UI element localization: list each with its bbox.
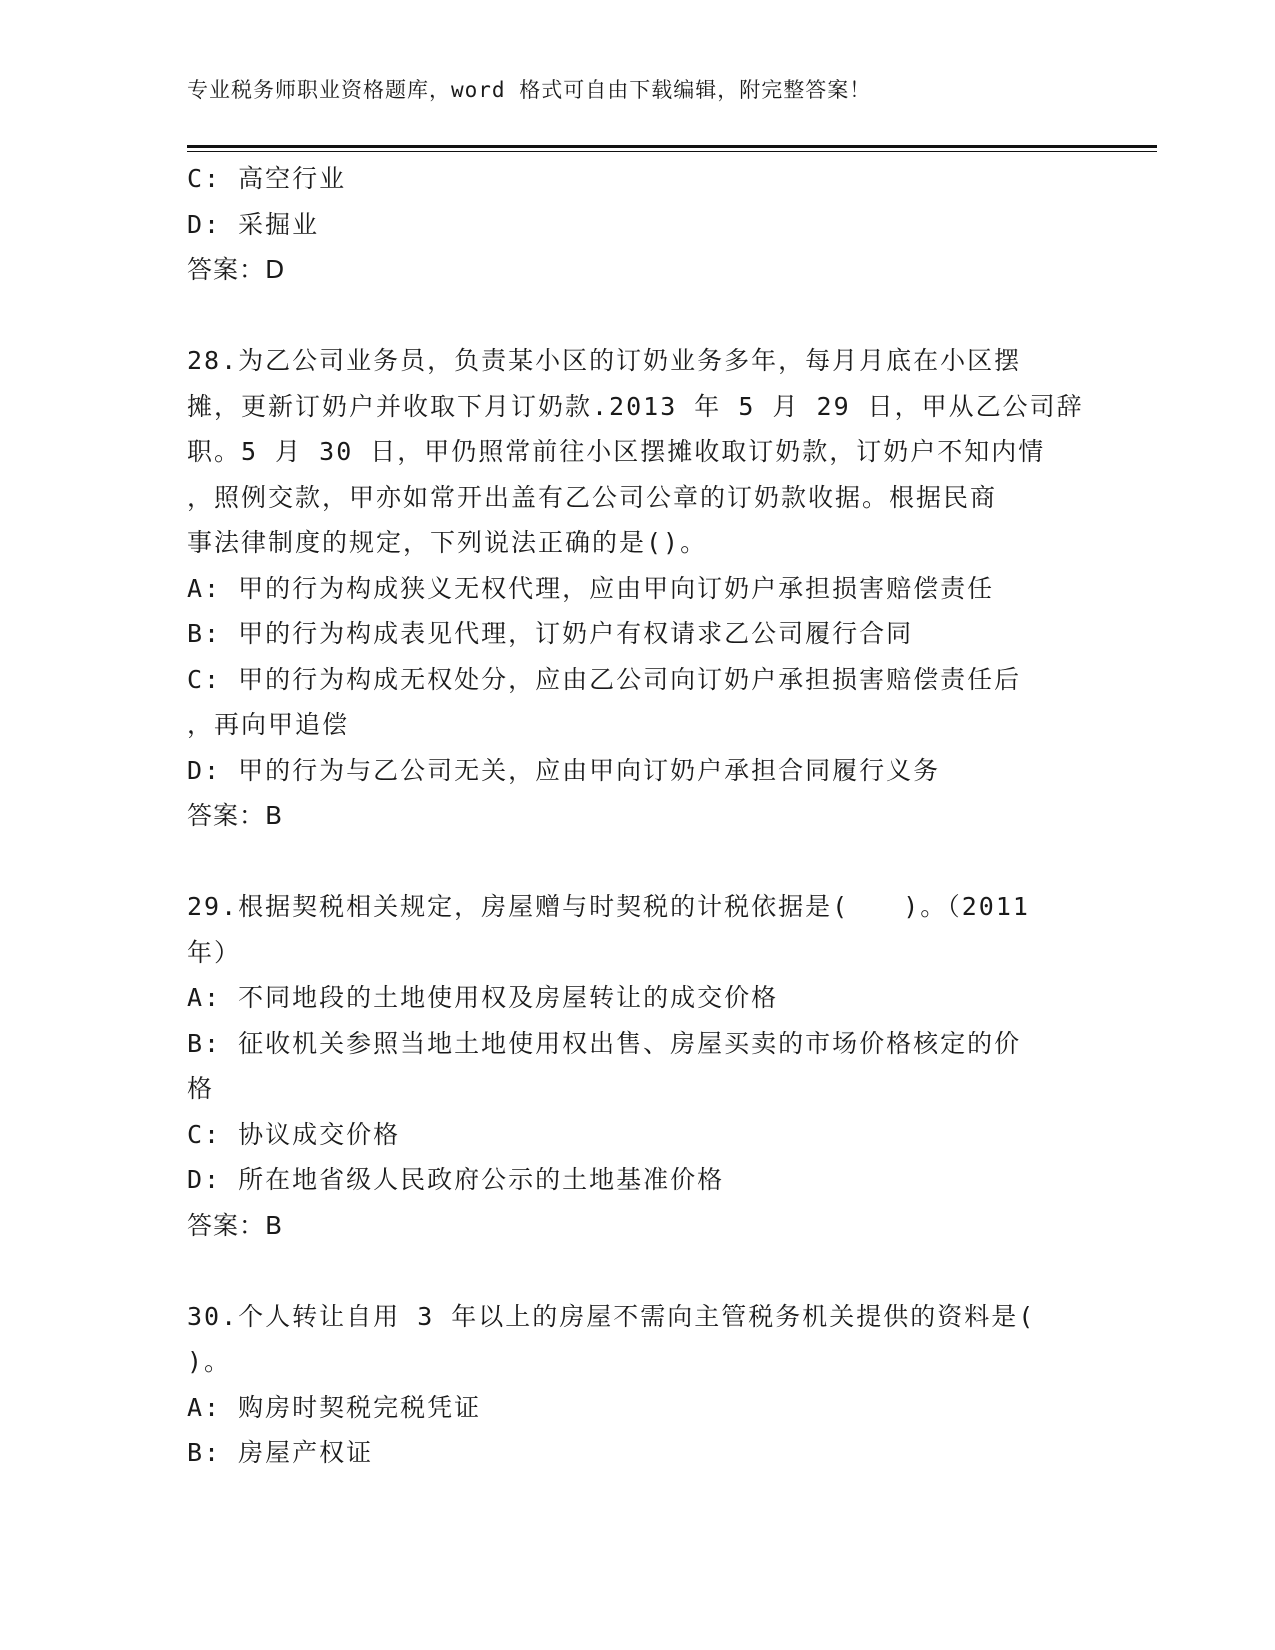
question-block — [187, 1294, 1077, 1476]
question-line: C: 协议成交价格 — [187, 1119, 401, 1149]
question-line: A: 不同地段的土地使用权及房屋转让的成交价格 — [187, 983, 779, 1012]
question-line: C: 高空行业 — [187, 164, 347, 193]
question-line: A: 购房时契税完税凭证 — [187, 1392, 482, 1422]
question-line: 职。5 月 30 日，甲仍照常前往小区摆摊收取订奶款，订奶户不知内情 — [187, 437, 1046, 466]
question-line: 事法律制度的规定，下列说法正确的是()。 — [187, 528, 708, 557]
question-content — [187, 156, 1084, 1476]
question-line: 格 — [187, 1074, 215, 1103]
question-line: 摊，更新订奶户并收取下月订奶款.2013 年 5 月 29 日，甲从乙公司辞 — [187, 391, 1084, 421]
question-block — [187, 884, 1077, 1248]
answer-line: 答案：B — [187, 801, 284, 830]
answer-line: 答案：B — [187, 1210, 284, 1240]
block-spacer — [187, 293, 1077, 339]
page-header: 专业税务师职业资格题库，word 格式可自由下载编辑，附完整答案！ — [187, 78, 872, 102]
header-rule-thick — [187, 145, 1157, 148]
question-line: C: 甲的行为构成无权处分，应由乙公司向订奶户承担损害赔偿责任后 — [187, 664, 1022, 694]
question-line: B: 甲的行为构成表见代理，订奶户有权请求乙公司履行合同 — [187, 619, 914, 648]
block-spacer — [187, 839, 1077, 885]
question-line: 30.个人转让自用 3 年以上的房屋不需向主管税务机关提供的资料是( — [187, 1301, 1036, 1331]
question-line: ，再向甲追偿 — [187, 710, 350, 739]
question-line: B: 征收机关参照当地土地使用权出售、房屋买卖的市场价格核定的价 — [187, 1028, 1022, 1058]
question-line: 29.根据契税相关规定，房屋赠与时契税的计税依据是( )。（2011 — [187, 892, 1030, 921]
header-rule-thin — [187, 151, 1157, 152]
question-block — [187, 338, 1084, 839]
question-line: D: 甲的行为与乙公司无关，应由甲向订奶户承担合同履行义务 — [187, 755, 941, 785]
question-line: 28.为乙公司业务员，负责某小区的订奶业务多年，每月月底在小区摆 — [187, 346, 1022, 375]
question-line: B: 房屋产权证 — [187, 1438, 374, 1467]
question-line: D: 采掘业 — [187, 209, 320, 239]
question-block — [187, 156, 1077, 293]
question-line: A: 甲的行为构成狭义无权代理，应由甲向订奶户承担损害赔偿责任 — [187, 573, 995, 603]
question-line: ，照例交款，甲亦如常开出盖有乙公司公章的订奶款收据。根据民商 — [187, 482, 998, 512]
block-spacer — [187, 1248, 1077, 1294]
question-line: )。 — [187, 1347, 232, 1376]
answer-line: 答案：D — [187, 255, 286, 284]
question-line: 年） — [187, 937, 242, 967]
question-line: D: 所在地省级人民政府公示的土地基准价格 — [187, 1165, 725, 1194]
